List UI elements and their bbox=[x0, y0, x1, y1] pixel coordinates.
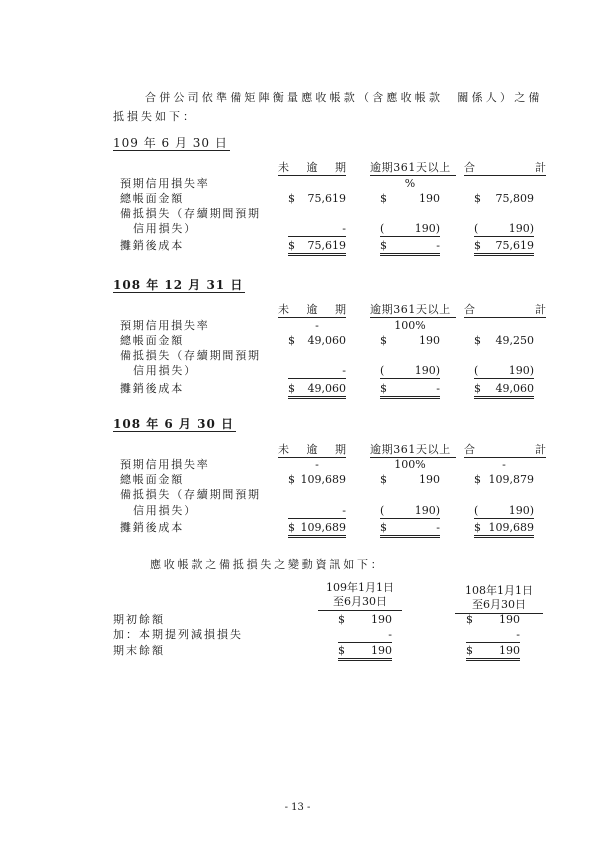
intro-text-line-2: 抵損失如下： bbox=[113, 110, 197, 123]
value-2019 bbox=[466, 644, 520, 661]
value-2019 bbox=[466, 628, 520, 643]
amount: 190 bbox=[419, 473, 440, 486]
row-label: 預期信用損失率 bbox=[120, 177, 210, 190]
amount: 75,619 bbox=[307, 192, 346, 205]
currency-symbol: $ bbox=[288, 521, 295, 534]
value-past-due bbox=[380, 334, 440, 348]
currency-symbol: $ bbox=[380, 521, 387, 534]
value-past-due bbox=[380, 192, 440, 206]
column-header-row bbox=[0, 161, 595, 175]
row-loss-allowance-label bbox=[0, 207, 595, 221]
header-past-due-361-days: 逾期361天以上 bbox=[370, 161, 456, 176]
column-header-line-1: 109年1月1日 bbox=[326, 581, 394, 594]
amount: 190) bbox=[414, 504, 440, 517]
value-not-past-due bbox=[288, 222, 346, 237]
row-loss-allowance bbox=[0, 504, 595, 518]
column-header-row bbox=[0, 443, 595, 457]
header-past-due-361-days: 逾期361天以上 bbox=[370, 443, 456, 458]
row-label: 信用損失） bbox=[133, 222, 197, 235]
value-past-due bbox=[380, 239, 440, 256]
currency-symbol: $ bbox=[288, 473, 295, 486]
amount: - bbox=[342, 504, 346, 517]
amount: 190 bbox=[499, 613, 520, 626]
row-amortized-cost bbox=[0, 382, 595, 396]
value-past-due bbox=[380, 382, 440, 399]
row-label: 信用損失） bbox=[133, 364, 197, 377]
row-label: 備抵損失（存續期間預期 bbox=[120, 488, 261, 501]
currency-symbol: $ bbox=[466, 613, 473, 626]
amount: 109,689 bbox=[488, 521, 534, 534]
amount: 49,060 bbox=[307, 382, 346, 395]
value-total bbox=[474, 382, 534, 399]
currency-symbol: $ bbox=[474, 192, 481, 205]
amount: 190) bbox=[508, 222, 534, 235]
amount: 75,809 bbox=[495, 192, 534, 205]
intro-text-line-1: 合併公司依準備矩陣衡量應收帳款（含應收帳款 關係人）之備 bbox=[145, 91, 543, 104]
value-2019 bbox=[466, 613, 520, 627]
amount: - bbox=[516, 628, 520, 641]
header-total: 合 計 bbox=[464, 161, 546, 174]
row-gross-carrying-amount bbox=[0, 473, 595, 487]
prefix: ( bbox=[474, 222, 479, 235]
value-total bbox=[474, 239, 534, 256]
amount: 75,619 bbox=[495, 239, 534, 252]
value-total bbox=[474, 473, 534, 487]
value-not-past-due bbox=[288, 239, 346, 256]
amount: - bbox=[436, 521, 440, 534]
value-past-due bbox=[380, 504, 440, 519]
row-expected-credit-loss-rate bbox=[0, 319, 595, 333]
value-total bbox=[474, 334, 534, 348]
amount: 190) bbox=[414, 222, 440, 235]
amount: 190) bbox=[414, 364, 440, 377]
value-not-past-due bbox=[288, 334, 346, 348]
amount: 190 bbox=[419, 334, 440, 347]
value-total bbox=[474, 364, 534, 379]
row-loss-allowance bbox=[0, 222, 595, 236]
row-label: 加：本期提列減損損失 bbox=[113, 628, 243, 641]
amount: - bbox=[342, 222, 346, 235]
row-label: 預期信用損失率 bbox=[120, 458, 210, 471]
value-past-due: % bbox=[404, 177, 416, 190]
value-not-past-due bbox=[288, 521, 346, 538]
provision-matrix-section bbox=[0, 278, 595, 400]
currency-symbol: $ bbox=[380, 473, 387, 486]
column-header-line-2: 至6月30日 bbox=[333, 595, 387, 608]
row-amortized-cost bbox=[0, 521, 595, 535]
header-past-due-361-days: 逾期361天以上 bbox=[370, 303, 456, 318]
currency-symbol: $ bbox=[380, 382, 387, 395]
amount: 75,619 bbox=[307, 239, 346, 252]
row-loss-allowance bbox=[0, 364, 595, 378]
amount: 190) bbox=[508, 364, 534, 377]
currency-symbol: $ bbox=[380, 334, 387, 347]
row-label: 備抵損失（存續期間預期 bbox=[120, 349, 261, 362]
currency-symbol: $ bbox=[474, 334, 481, 347]
amount: 49,060 bbox=[307, 334, 346, 347]
row-label: 期初餘額 bbox=[113, 613, 165, 626]
provision-matrix-section bbox=[0, 136, 595, 258]
row-gross-carrying-amount bbox=[0, 334, 595, 348]
row-expected-credit-loss-rate bbox=[0, 177, 595, 191]
value-2020 bbox=[338, 613, 392, 627]
header-not-past-due: 未 逾 期 bbox=[278, 161, 346, 174]
value-not-past-due: - bbox=[315, 319, 319, 332]
amount: 109,879 bbox=[488, 473, 534, 486]
value-not-past-due bbox=[288, 382, 346, 399]
amount: 49,250 bbox=[495, 334, 534, 347]
currency-symbol: $ bbox=[288, 334, 295, 347]
value-total bbox=[474, 192, 534, 206]
amount: 109,689 bbox=[300, 473, 346, 486]
row-label: 攤銷後成本 bbox=[120, 239, 184, 252]
value-not-past-due bbox=[288, 504, 346, 519]
row-label: 信用損失） bbox=[133, 504, 197, 517]
prefix: ( bbox=[474, 504, 479, 517]
movement-heading: 應收帳款之備抵損失之變動資訊如下： bbox=[150, 558, 385, 571]
value-total bbox=[474, 177, 534, 191]
currency-symbol: $ bbox=[466, 644, 473, 657]
section-date-title: 108 年 12 月 31 日 bbox=[113, 278, 244, 292]
value-total bbox=[474, 504, 534, 519]
currency-symbol: $ bbox=[474, 473, 481, 486]
row-loss-allowance-label bbox=[0, 349, 595, 363]
value-past-due bbox=[380, 521, 440, 538]
currency-symbol: $ bbox=[338, 644, 345, 657]
value-total bbox=[474, 222, 534, 237]
row-loss-allowance-label bbox=[0, 488, 595, 502]
amount: 190) bbox=[508, 504, 534, 517]
amount: - bbox=[436, 239, 440, 252]
movement-column-header-2019 bbox=[455, 584, 543, 614]
movement-row-closing-balance bbox=[0, 644, 595, 658]
value-past-due: 100% bbox=[394, 319, 426, 332]
column-header-line-1: 108年1月1日 bbox=[465, 584, 533, 597]
header-not-past-due: 未 逾 期 bbox=[278, 303, 346, 316]
value-not-past-due bbox=[288, 177, 346, 191]
value-2020 bbox=[338, 628, 392, 643]
value-past-due bbox=[380, 222, 440, 237]
row-label: 攤銷後成本 bbox=[120, 521, 184, 534]
currency-symbol: $ bbox=[380, 192, 387, 205]
amount: 49,060 bbox=[495, 382, 534, 395]
currency-symbol: $ bbox=[288, 192, 295, 205]
value-not-past-due bbox=[288, 364, 346, 379]
row-label: 總帳面金額 bbox=[120, 334, 184, 347]
movement-row-opening-balance bbox=[0, 613, 595, 627]
section-date-title: 108 年 6 月 30 日 bbox=[113, 417, 234, 431]
row-label: 期末餘額 bbox=[113, 644, 165, 657]
currency-symbol: $ bbox=[338, 613, 345, 626]
value-total bbox=[474, 521, 534, 538]
value-past-due bbox=[380, 364, 440, 379]
page-number: - 13 - bbox=[284, 802, 311, 813]
currency-symbol: $ bbox=[288, 239, 295, 252]
movement-row-impairment-recognized bbox=[0, 628, 595, 642]
row-amortized-cost bbox=[0, 239, 595, 253]
column-header-line-2: 至6月30日 bbox=[472, 598, 526, 611]
value-not-past-due bbox=[288, 473, 346, 487]
section-date-title: 109 年 6 月 30 日 bbox=[113, 136, 228, 150]
prefix: ( bbox=[380, 504, 385, 517]
currency-symbol: $ bbox=[474, 239, 481, 252]
value-not-past-due: - bbox=[315, 458, 319, 471]
value-total: - bbox=[502, 458, 506, 471]
amount: - bbox=[436, 382, 440, 395]
amount: - bbox=[388, 628, 392, 641]
prefix: ( bbox=[380, 222, 385, 235]
currency-symbol: $ bbox=[474, 382, 481, 395]
row-label: 總帳面金額 bbox=[120, 192, 184, 205]
prefix: ( bbox=[380, 364, 385, 377]
header-not-past-due: 未 逾 期 bbox=[278, 443, 346, 456]
amount: 190 bbox=[419, 192, 440, 205]
row-gross-carrying-amount bbox=[0, 192, 595, 206]
currency-symbol: $ bbox=[380, 239, 387, 252]
currency-symbol: $ bbox=[474, 521, 481, 534]
movement-column-header-2020 bbox=[318, 581, 402, 611]
amount: 190 bbox=[371, 644, 392, 657]
row-label: 備抵損失（存續期間預期 bbox=[120, 207, 261, 220]
amount: 190 bbox=[499, 644, 520, 657]
value-total bbox=[474, 319, 534, 333]
header-total: 合 計 bbox=[464, 443, 546, 456]
row-label: 攤銷後成本 bbox=[120, 382, 184, 395]
amount: 190 bbox=[371, 613, 392, 626]
value-2020 bbox=[338, 644, 392, 661]
value-past-due: 100% bbox=[394, 458, 426, 471]
prefix: ( bbox=[474, 364, 479, 377]
row-label: 預期信用損失率 bbox=[120, 319, 210, 332]
provision-matrix-section bbox=[0, 417, 595, 539]
amount: - bbox=[342, 364, 346, 377]
currency-symbol: $ bbox=[288, 382, 295, 395]
amount: 109,689 bbox=[300, 521, 346, 534]
value-past-due bbox=[380, 473, 440, 487]
column-header-row bbox=[0, 303, 595, 317]
value-not-past-due bbox=[288, 192, 346, 206]
row-label: 總帳面金額 bbox=[120, 473, 184, 486]
header-total: 合 計 bbox=[464, 303, 546, 316]
row-expected-credit-loss-rate bbox=[0, 458, 595, 472]
